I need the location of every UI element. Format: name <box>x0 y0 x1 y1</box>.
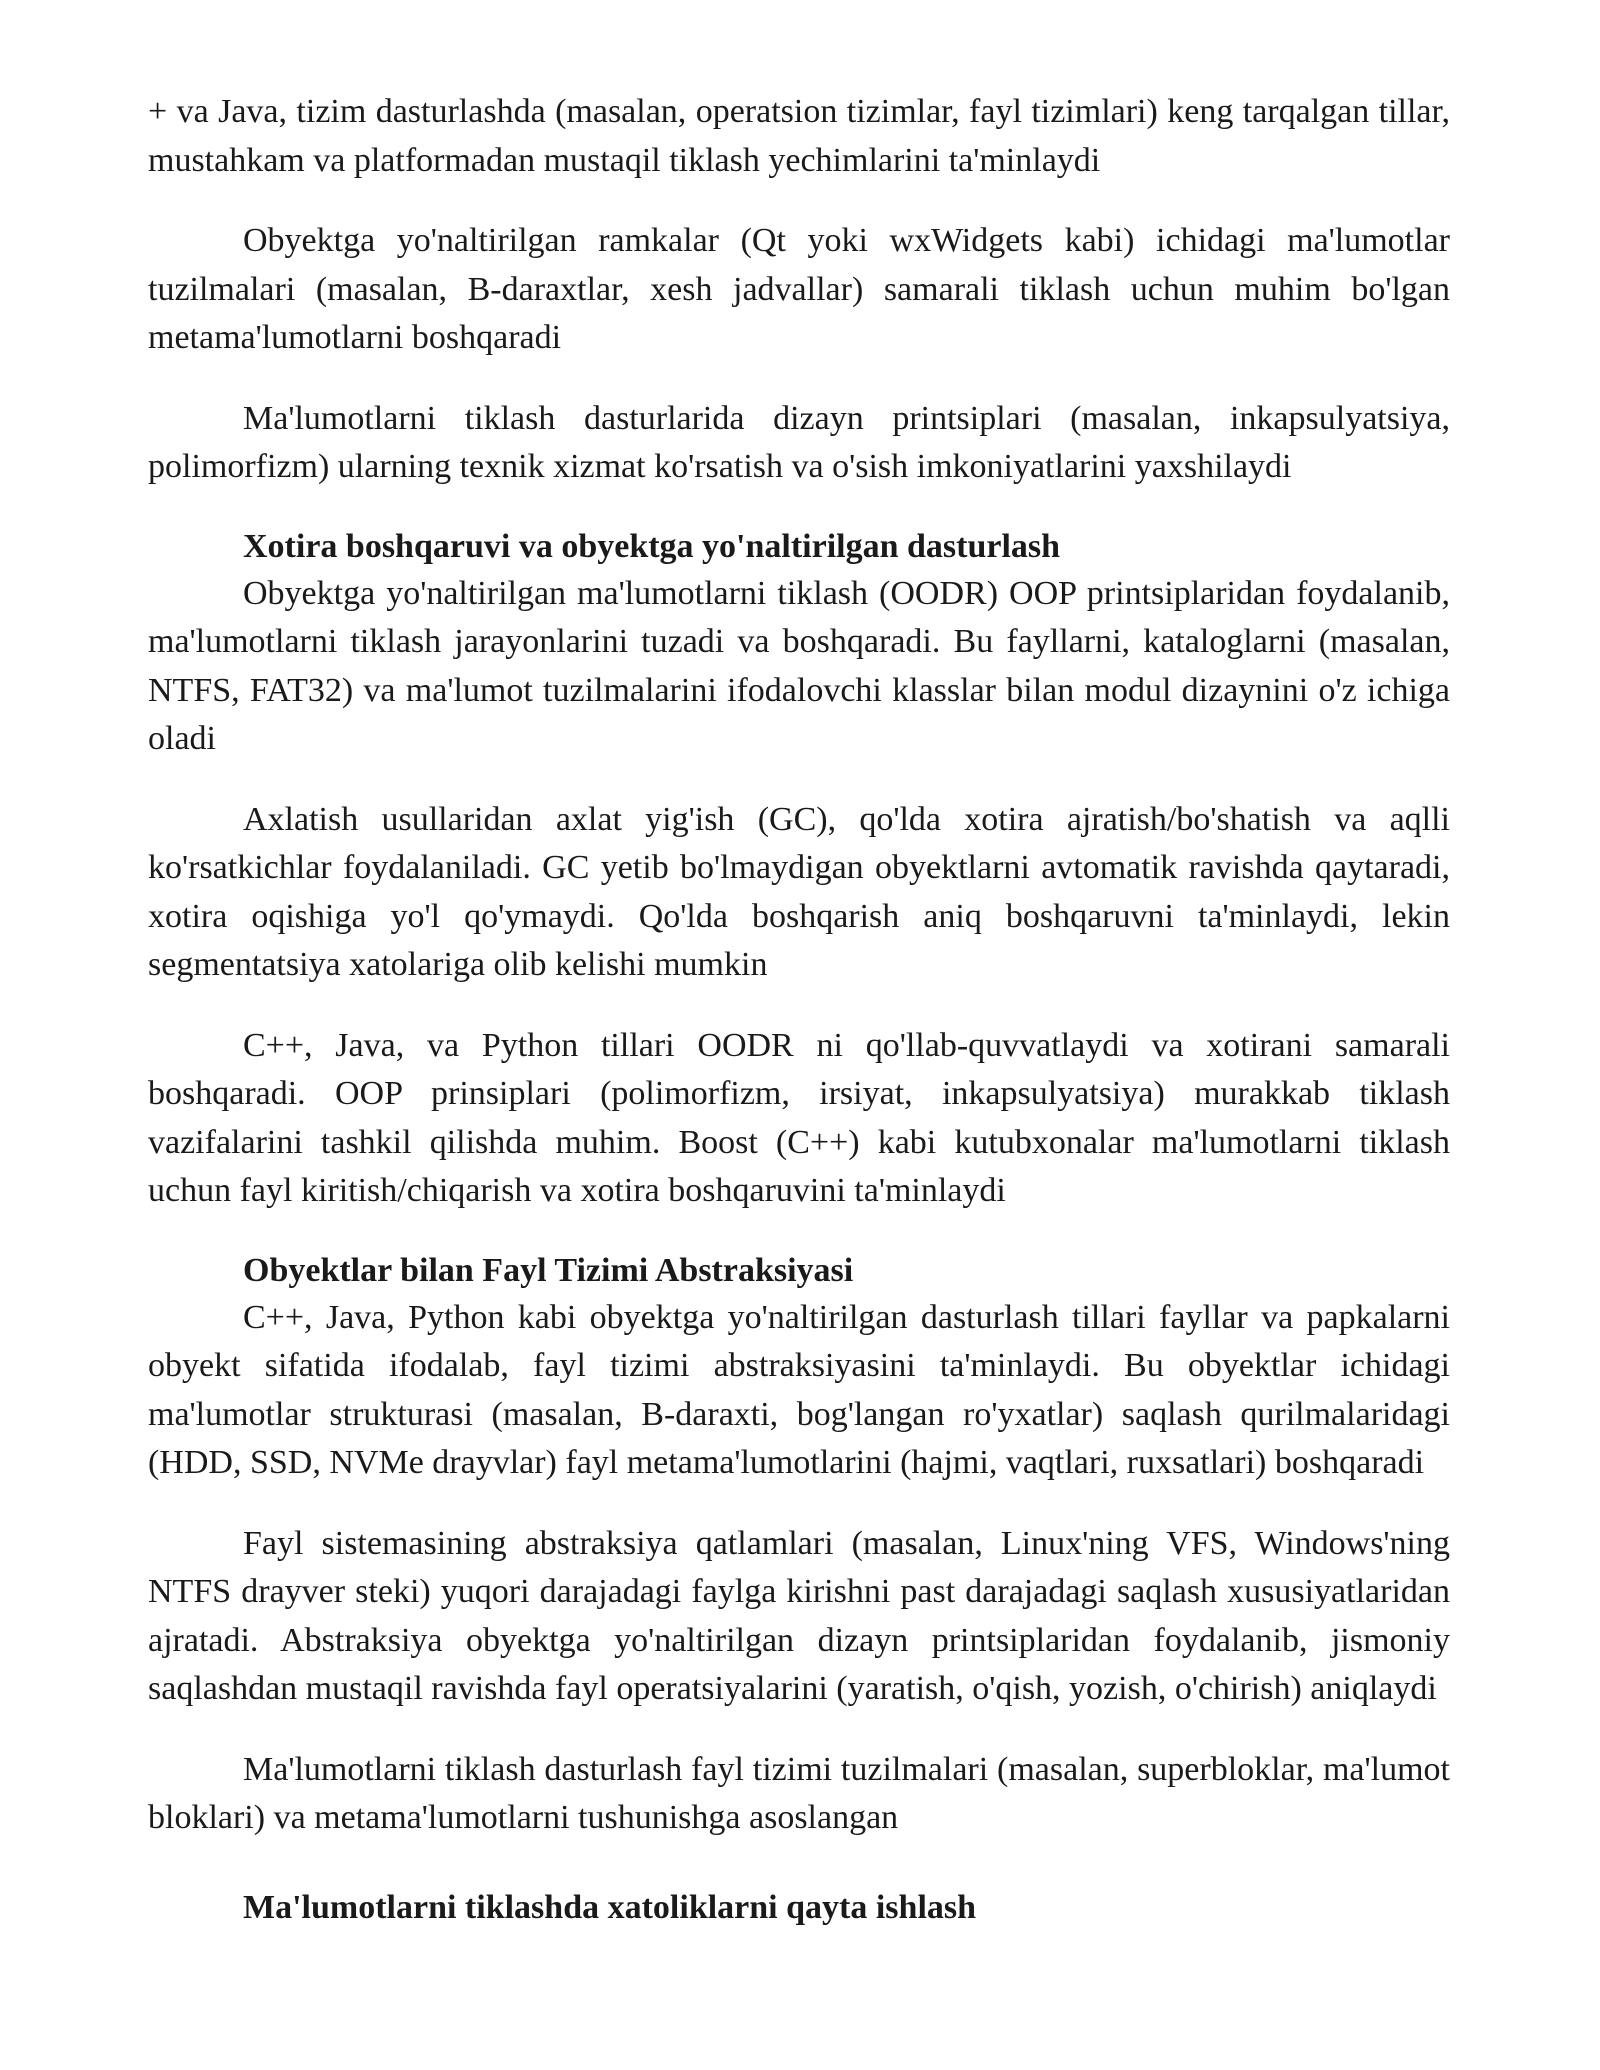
paragraph-oop-frameworks: Obyektga yo'naltirilgan ramkalar (Qt yoki wxWidgets kabi) ichidagi ma'lumotlar tuzilmalari (masalan, B-daraxtlar, xesh jadvallar) samarali tiklash uchun muhim bo'lgan metama'lumotlarni boshqaradi <box>148 222 1450 356</box>
section-heading-file-system-abstraction: Obyektlar bilan Fayl Tizimi Abstraksiyasi <box>243 1251 854 1289</box>
section-heading-memory-management: Xotira boshqaruvi va obyektga yo'naltirilgan dasturlash <box>243 527 1061 565</box>
paragraph-recovery-structures: Ma'lumotlarni tiklash dasturlash fayl tizimi tuzilmalari (masalan, superbloklar, ma'lumot bloklari) va metama'lumotlarni tushunishga asoslangan <box>148 1750 1450 1836</box>
paragraph-abstraction-layers: Fayl sistemasining abstraksiya qatlamlari (masalan, Linux'ning VFS, Windows'ning NTFS drayver steki) yuqori darajadagi faylga kirishni past darajadagi saqlash xususiyatlaridan ajratadi. Abstraksiya obyektga yo'naltirilgan dizayn printsiplaridan foydalanib, jismoniy saqlashdan mustaqil ravishda fayl operatsiyalarini (yaratish, o'qish, yozish, o'chirish) aniqlaydi <box>148 1524 1450 1707</box>
document-page <box>148 88 1450 1931</box>
paragraph-intro-continued: + va Java, tizim dasturlashda (masalan, operatsion tizimlar, fayl tizimlari) keng tarqalgan tillar, mustahkam va platformadan mustaqil tiklash yechimlarini ta'minlaydi <box>148 93 1450 179</box>
paragraph-design-principles: Ma'lumotlarni tiklash dasturlarida dizayn printsiplari (masalan, inkapsulyatsiya, polimorfizm) ularning texnik xizmat ko'rsatish va o'sish imkoniyatlarini yaxshilaydi <box>148 399 1450 485</box>
paragraph-oodr: Obyektga yo'naltirilgan ma'lumotlarni tiklash (OODR) OOP printsiplaridan foydalanib, ma'lumotlarni tiklash jarayonlarini tuzadi va boshqaradi. Bu fayllarni, kataloglarni (masalan, NTFS, FAT32) va ma'lumot tuzilmalarini ifodalovchi klasslar bilan modul dizaynini o'z ichiga oladi <box>148 574 1450 757</box>
section-heading-error-handling: Ma'lumotlarni tiklashda xatoliklarni qayta ishlash <box>243 1888 977 1926</box>
paragraph-garbage-collection: Axlatish usullaridan axlat yig'ish (GC), qo'lda xotira ajratish/bo'shatish va aqlli ko'rsatkichlar foydalaniladi. GC yetib bo'lmaydigan obyektlarni avtomatik ravishda qaytaradi, xotira oqishiga yo'l qo'ymaydi. Qo'lda boshqarish aniq boshqaruvni ta'minlaydi, lekin segmentatsiya xatolariga olib kelishi mumkin <box>148 800 1450 983</box>
paragraph-file-objects: C++, Java, Python kabi obyektga yo'naltirilgan dasturlash tillari fayllar va papkalarni obyekt sifatida ifodalab, fayl tizimi abstraksiyasini ta'minlaydi. Bu obyektlar ichidagi ma'lumotlar strukturasi (masalan, B-daraxti, bog'langan ro'yxatlar) saqlash qurilmalaridagi (HDD, SSD, NVMe drayvlar) fayl metama'lumotlarini (hajmi, vaqtlari, ruxsatlari) boshqaradi <box>148 1298 1450 1481</box>
paragraph-languages: C++, Java, va Python tillari OODR ni qo'llab-quvvatlaydi va xotirani samarali boshqaradi. OOP prinsiplari (polimorfizm, irsiyat, inkapsulyatsiya) murakkab tiklash vazifalarini tashkil qilishda muhim. Boost (C++) kabi kutubxonalar ma'lumotlarni tiklash uchun fayl kiritish/chiqarish va xotira boshqaruvini ta'minlaydi <box>148 1026 1450 1209</box>
